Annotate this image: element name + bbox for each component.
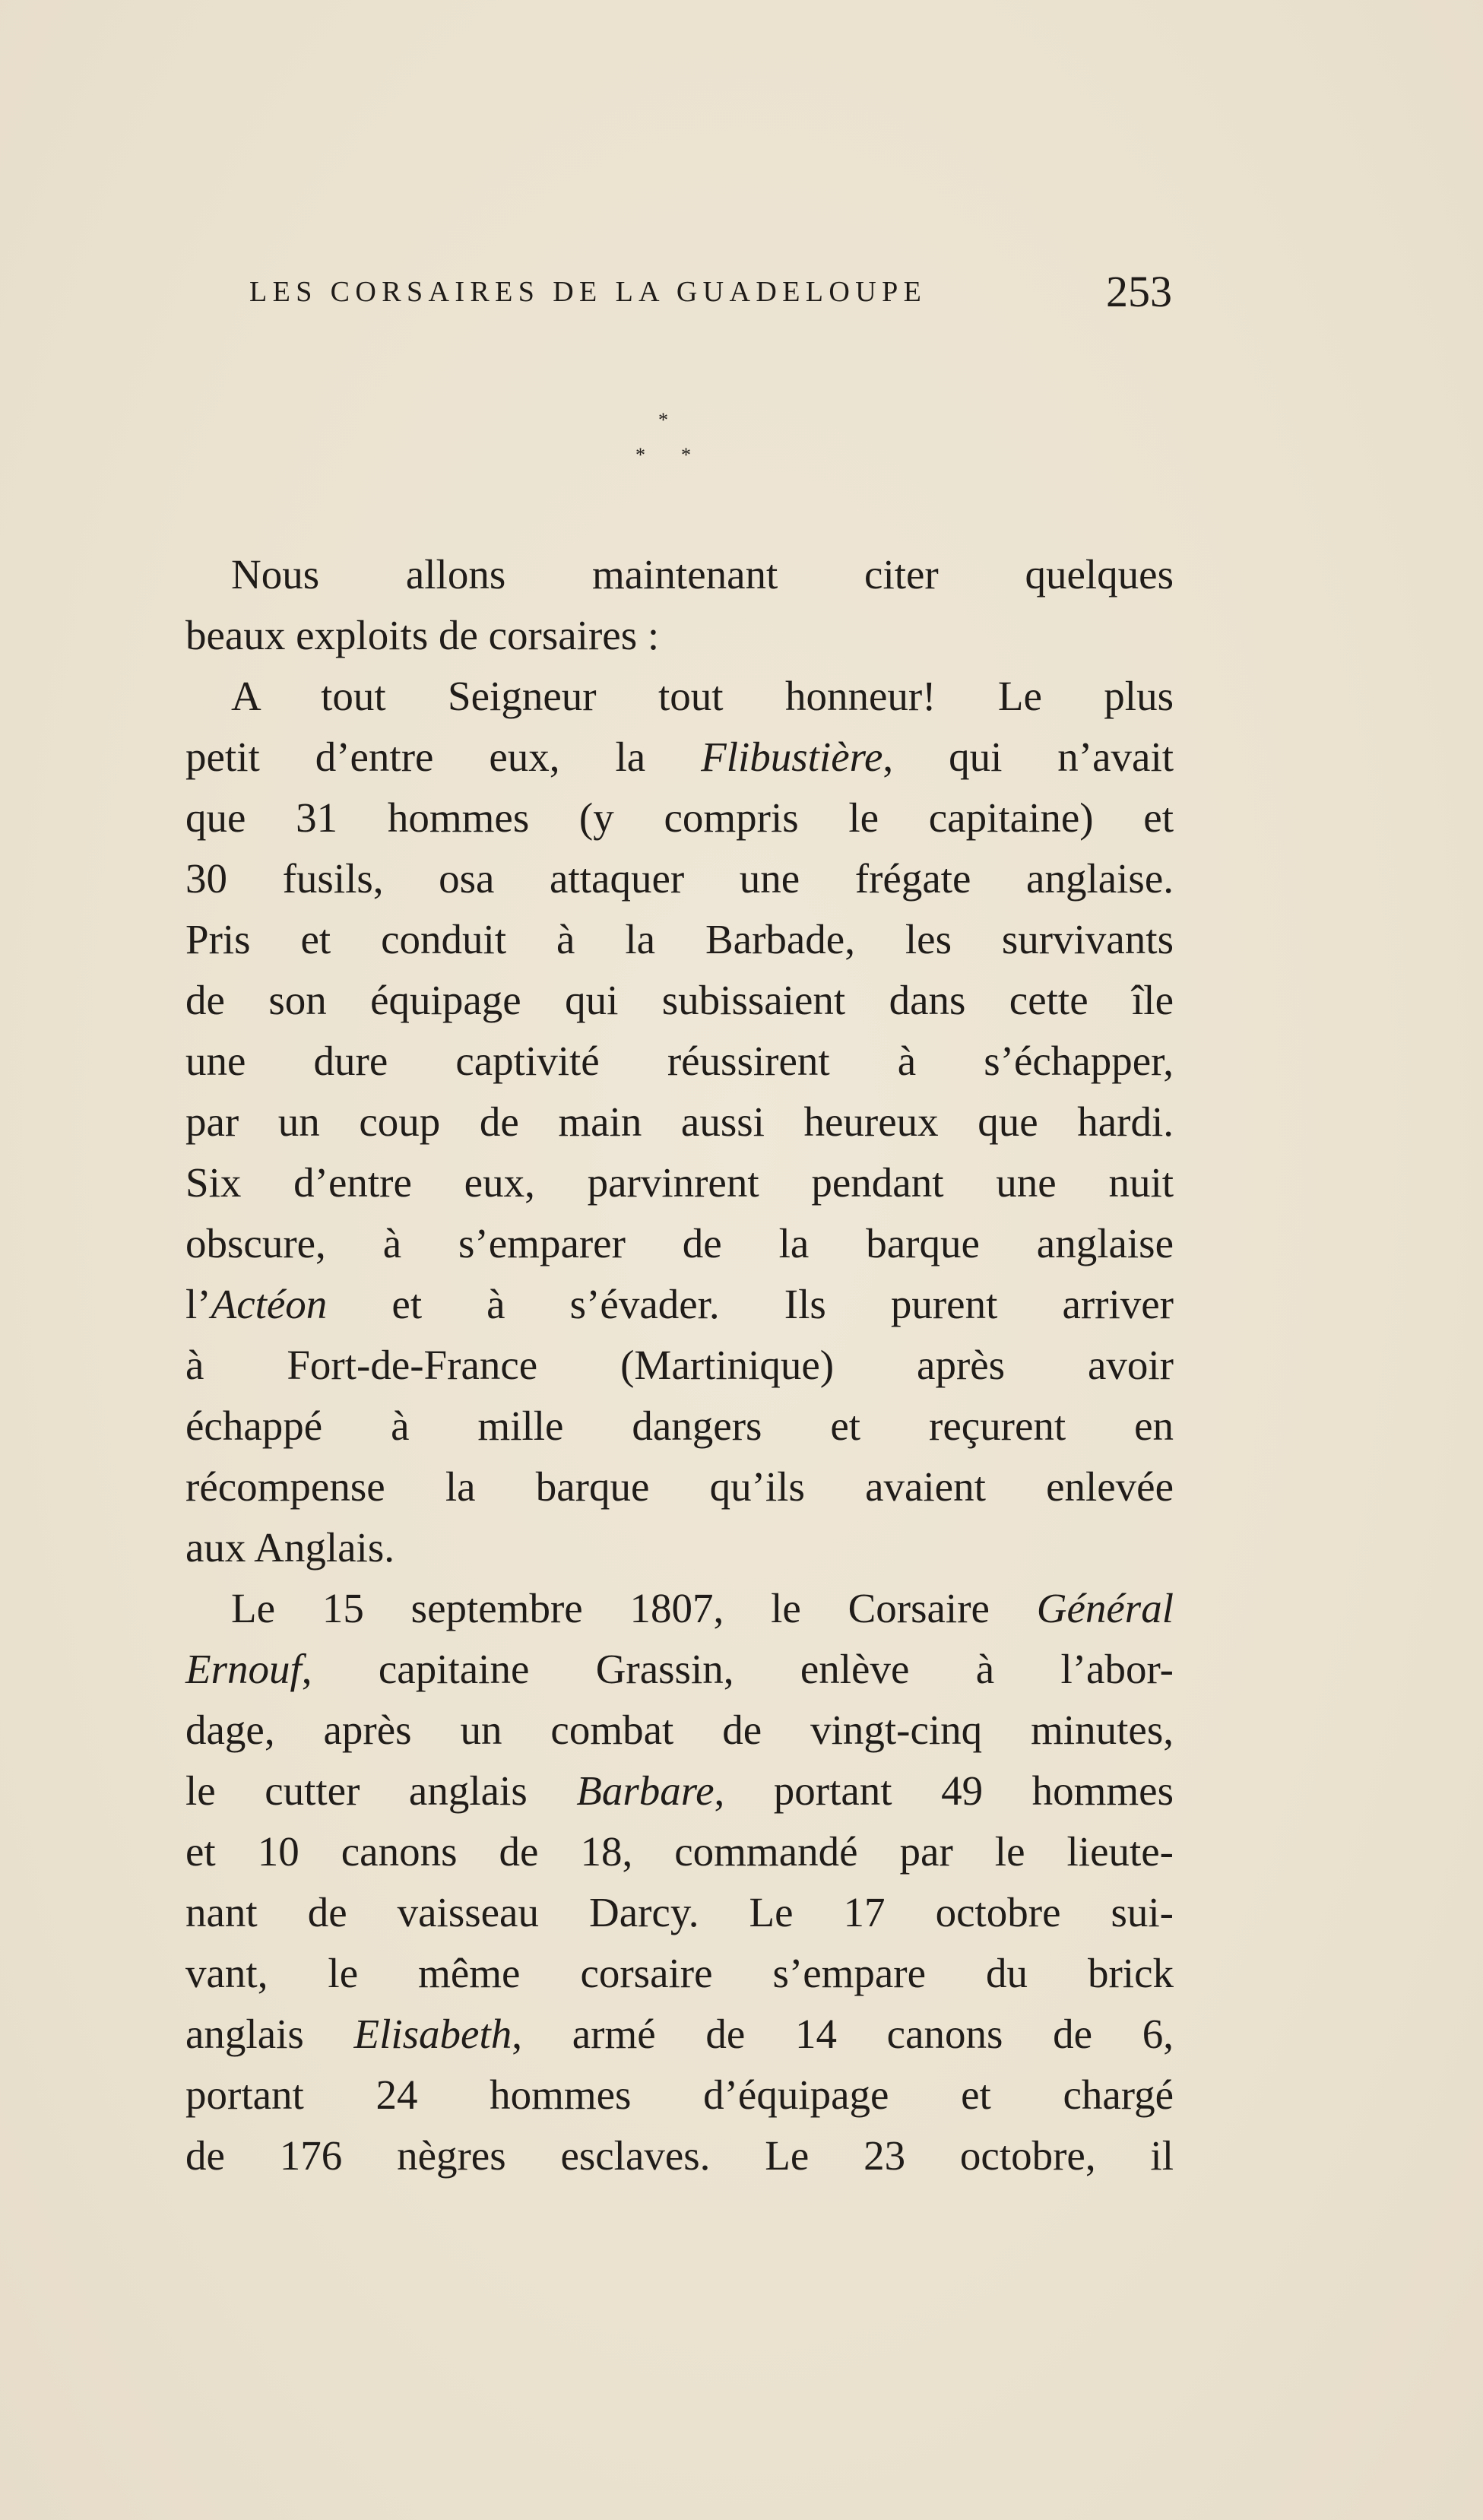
page-number: 253: [1106, 267, 1172, 316]
text-line: portant 24 hommes d’équipage et chargé: [185, 2071, 1174, 2118]
text-line: dage, après un combat de vingt-cinq minutes,: [185, 1707, 1174, 1753]
ship-name: Elisabeth: [353, 2011, 512, 2057]
text-line: échappé à mille dangers et reçurent en: [185, 1403, 1174, 1449]
text-line: Le 15 septembre 1807, le Corsaire Général: [231, 1585, 1174, 1631]
text-line: Ernouf, capitaine Grassin, enlève à l’abor-: [185, 1646, 1174, 1692]
text-line: 30 fusils, osa attaquer une frégate anglaise.: [185, 855, 1174, 902]
text-line: Six d’entre eux, parvinrent pendant une nuit: [185, 1159, 1174, 1206]
star-icon: *: [658, 409, 668, 431]
text-line: que 31 hommes (y compris le capitaine) et: [185, 794, 1174, 841]
text-line: anglais Elisabeth, armé de 14 canons de 6,: [185, 2011, 1174, 2057]
body-text: [185, 544, 1174, 2186]
text-line: aux Anglais.: [185, 1524, 395, 1571]
text-line: une dure captivité réussirent à s’échapper,: [185, 1038, 1174, 1084]
text-line: de son équipage qui subissaient dans cette île: [185, 977, 1174, 1023]
ship-name: Flibustière: [701, 734, 883, 780]
text-line: de 176 nègres esclaves. Le 23 octobre, il: [185, 2132, 1174, 2179]
text-line: et 10 canons de 18, commandé par le lieute-: [185, 1828, 1174, 1875]
ship-name: Barbare: [576, 1767, 715, 1814]
star-icon: *: [635, 444, 645, 466]
text-line: Nous allons maintenant citer quelques: [231, 551, 1174, 598]
asterism-ornament: [0, 410, 1483, 479]
text-line: nant de vaisseau Darcy. Le 17 octobre sui-: [185, 1889, 1174, 1935]
text-line: vant, le même corsaire s’empare du brick: [185, 1950, 1174, 1996]
text-line: A tout Seigneur tout honneur! Le plus: [231, 673, 1174, 719]
running-title: LES CORSAIRES DE LA GUADELOUPE: [249, 276, 927, 308]
text-line: Pris et conduit à la Barbade, les survivants: [185, 916, 1174, 962]
text-line: petit d’entre eux, la Flibustière, qui n’avait: [185, 734, 1174, 780]
text-line: récompense la barque qu’ils avaient enlevée: [185, 1463, 1174, 1510]
star-icon: *: [681, 444, 691, 466]
ship-name: Ernouf: [185, 1646, 302, 1692]
text-line: à Fort-de-France (Martinique) après avoir: [185, 1342, 1174, 1388]
ship-name: Général: [1036, 1585, 1174, 1631]
text-line: par un coup de main aussi heureux que hardi.: [185, 1098, 1174, 1145]
ship-name: Actéon: [211, 1281, 328, 1327]
text-line: obscure, à s’emparer de la barque anglaise: [185, 1220, 1174, 1266]
text-line: l’Actéon et à s’évader. Ils purent arriver: [185, 1281, 1174, 1327]
text-line: le cutter anglais Barbare, portant 49 hommes: [185, 1767, 1174, 1814]
page-header: [249, 266, 1172, 319]
text-line: beaux exploits de corsaires :: [185, 612, 660, 658]
